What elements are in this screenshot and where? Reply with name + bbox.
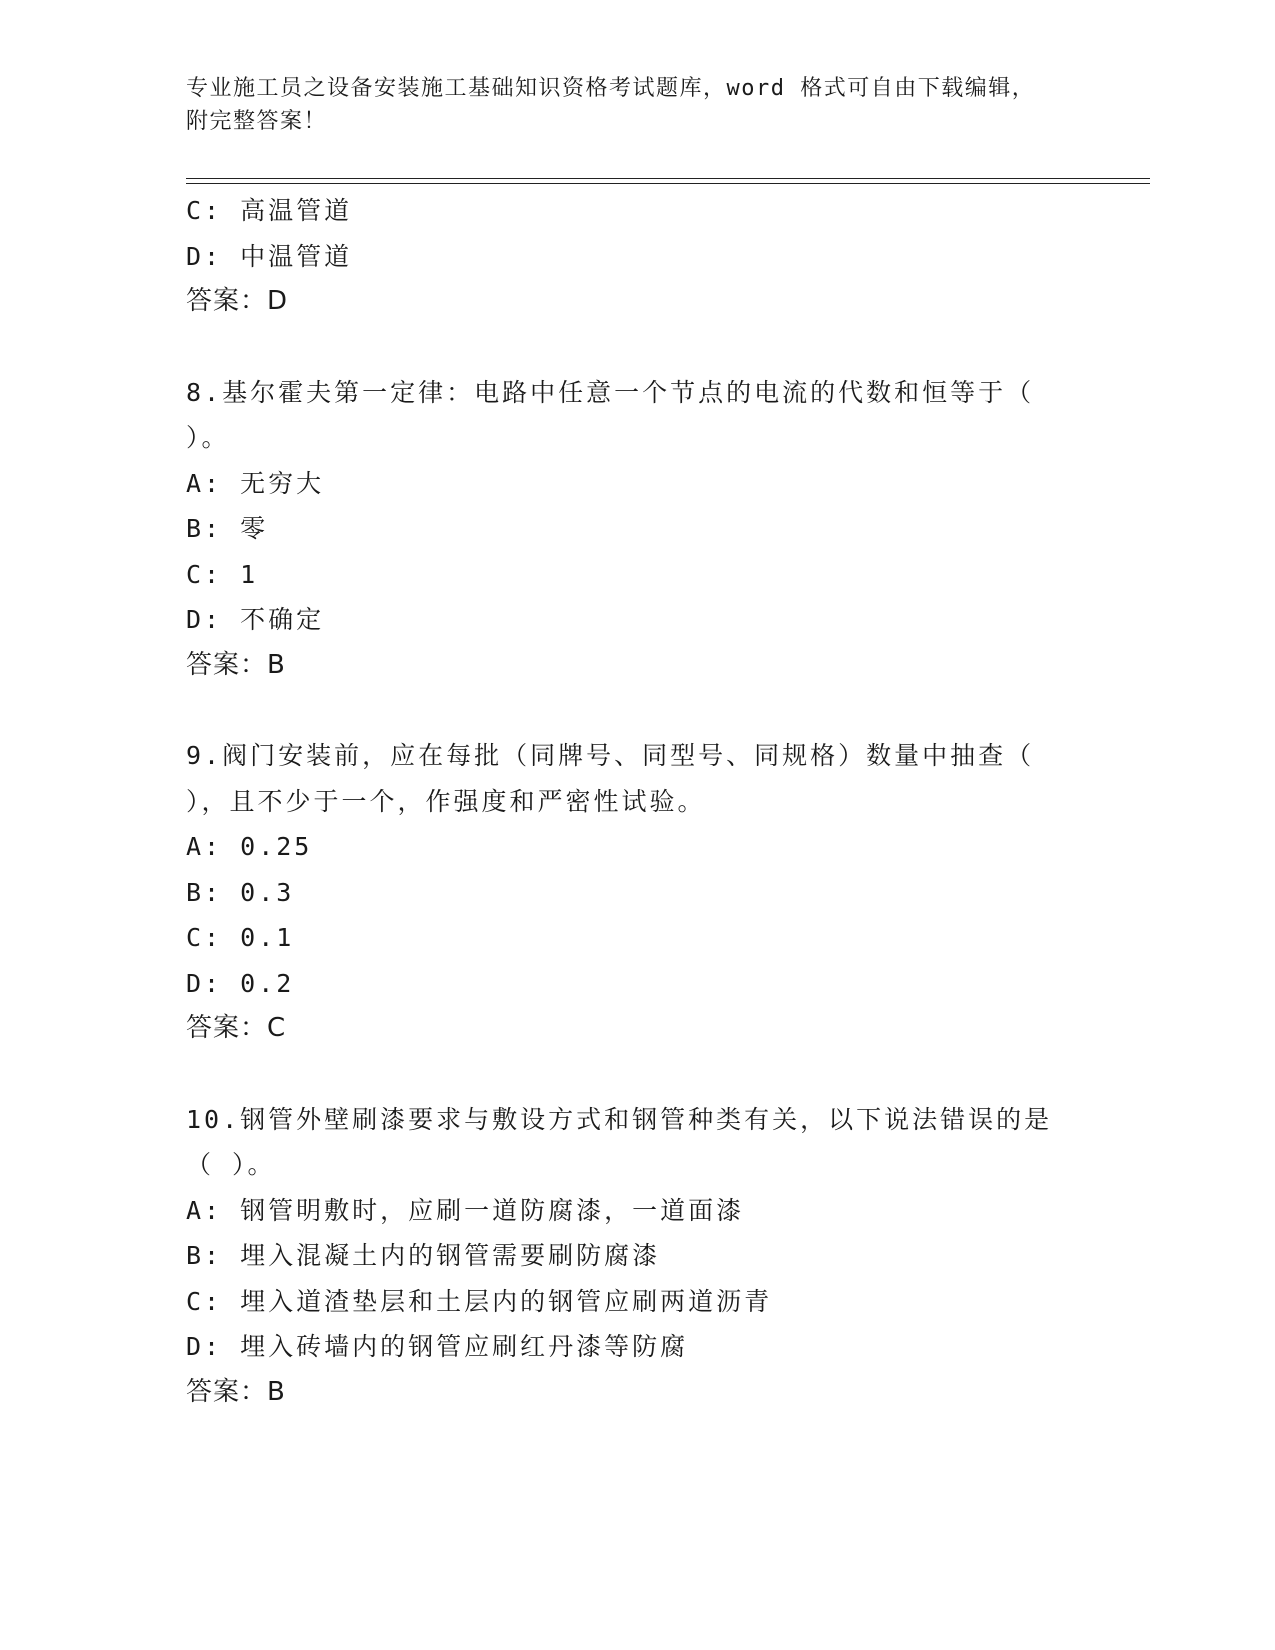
question-stem-continued: ），且不少于一个，作强度和严密性试验。 [186, 786, 706, 816]
option-b: B: 零 [186, 514, 269, 543]
question-9 [186, 733, 1086, 1052]
question-stem-continued: （ ）。 [186, 1150, 276, 1179]
option-c: C: 高温管道 [186, 196, 353, 225]
option-d: D: 中温管道 [186, 241, 353, 271]
question-list [186, 188, 1086, 1415]
question-stem: 8.基尔霍夫第一定律：电路中任意一个节点的电流的代数和恒等于（ [186, 377, 1035, 407]
spacer [186, 1052, 1086, 1097]
question-10 [186, 1097, 1086, 1416]
spacer [186, 688, 1086, 733]
option-c: C: 埋入道渣垫层和土层内的钢管应刷两道沥青 [186, 1286, 773, 1316]
question-8 [186, 370, 1086, 689]
option-b: B: 0.3 [186, 877, 295, 907]
header-divider-bottom [186, 183, 1150, 184]
option-d: D: 埋入砖墙内的钢管应刷红丹漆等防腐 [186, 1332, 689, 1361]
option-c: C: 0.1 [186, 923, 295, 952]
option-b: B: 埋入混凝土内的钢管需要刷防腐漆 [186, 1241, 661, 1270]
header-divider-top [186, 178, 1150, 179]
header-line-2: 附完整答案！ [186, 109, 328, 134]
question-stem: 9.阀门安装前，应在每批（同牌号、同型号、同规格）数量中抽查（ [186, 741, 1035, 770]
option-a: A: 0.25 [186, 832, 313, 861]
answer-label: 答案：D [186, 286, 289, 316]
answer-label: 答案：B [186, 649, 286, 680]
question-stem: 10.钢管外壁刷漆要求与敷设方式和钢管种类有关，以下说法错误的是 [186, 1104, 1053, 1134]
option-c: C: 1 [186, 559, 259, 589]
question-stem-continued: ）。 [186, 423, 230, 452]
option-d: D: 不确定 [186, 605, 325, 634]
option-a: A: 钢管明敷时，应刷一道防腐漆，一道面漆 [186, 1195, 745, 1225]
answer-label: 答案：B [186, 1376, 286, 1407]
question-7 [186, 188, 1086, 325]
spacer [186, 325, 1086, 370]
header-line-1: 专业施工员之设备安装施工基础知识资格考试题库，word 格式可自由下载编辑， [186, 76, 1036, 101]
option-a: A: 无穷大 [186, 468, 325, 498]
option-d: D: 0.2 [186, 968, 295, 998]
document-header [186, 72, 1066, 138]
answer-label: 答案：C [186, 1013, 287, 1043]
